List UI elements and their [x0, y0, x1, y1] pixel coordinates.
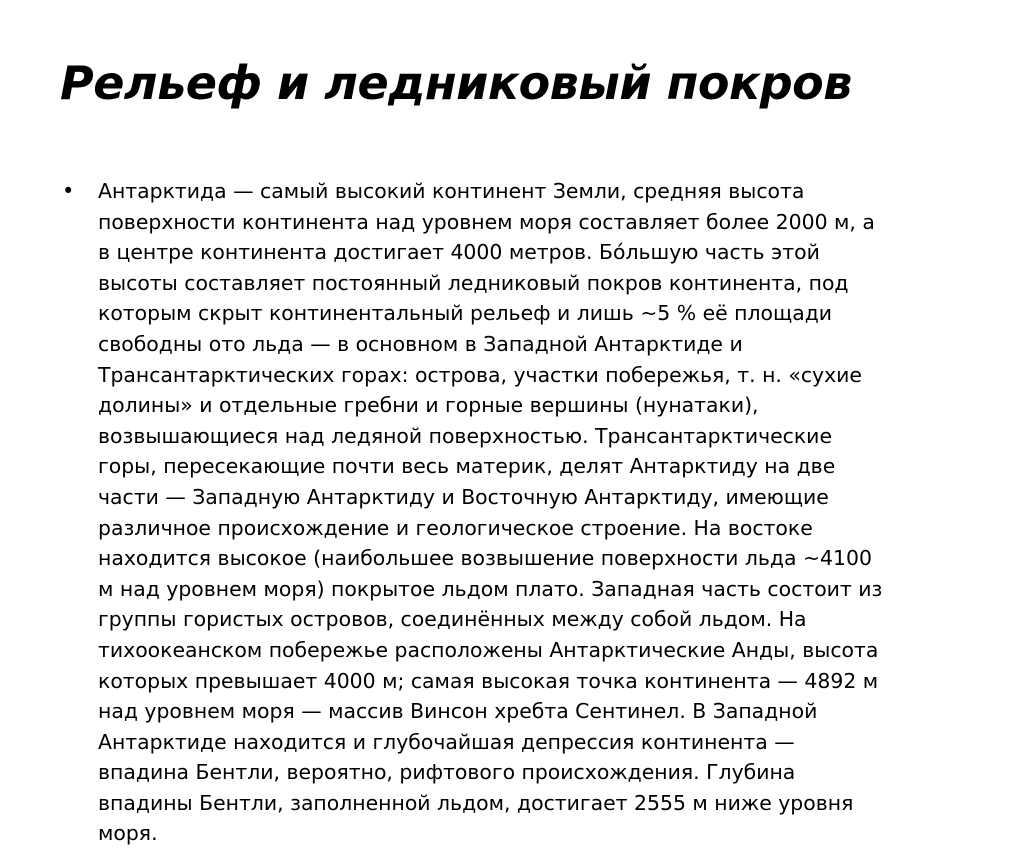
list-item-text: Антарктида — самый высокий континент Земли, средняя высота поверхности континента над уровнем моря составляет более 2000 м, а в центре континента достигает 4000 метров. Бо́льшую часть этой высоты составляет постоянный ледниковый покров континента, под которым скрыт континентальный рельеф и лишь ~5 % её площади свободны ото льда — в основном в Западной Антарктиде и Трансантарктических горах: острова, участки побережья, т. н. «сухие долины» и отдельные гребни и горные вершины (нунатаки), возвышающиеся над ледяной поверхностью. Трансантарктические горы, пересекающие почти весь материк, делят Антарктиду на две части — Западную Антарктиду и Восточную Антарктиду, имеющие различное происхождение и геологическое строение. На востоке находится высокое (наибольшее возвышение поверхности льда ~4100 м над уровнем моря) покрытое льдом плато. Западная часть состоит из группы гористых островов, соединённых между собой льдом. На тихоокеанском побережье расположены Антарктические Анды, высота которых превышает 4000 м; самая высокая точка континента — 4892 м над уровнем моря — массив Винсон хребта Сентинел. В Западной Антарктиде находится и глубочайшая депрессия континента — впадина Бентли, вероятно, рифтового происхождения. Глубина впадины Бентли, заполненной льдом, достигает 2555 м ниже уровня моря. — [98, 179, 883, 846]
page-title: Рельеф и ледниковый покров — [60, 56, 852, 110]
list-item — [56, 176, 956, 849]
bullet-marker-icon: • — [62, 179, 75, 203]
slide-body — [56, 176, 956, 849]
